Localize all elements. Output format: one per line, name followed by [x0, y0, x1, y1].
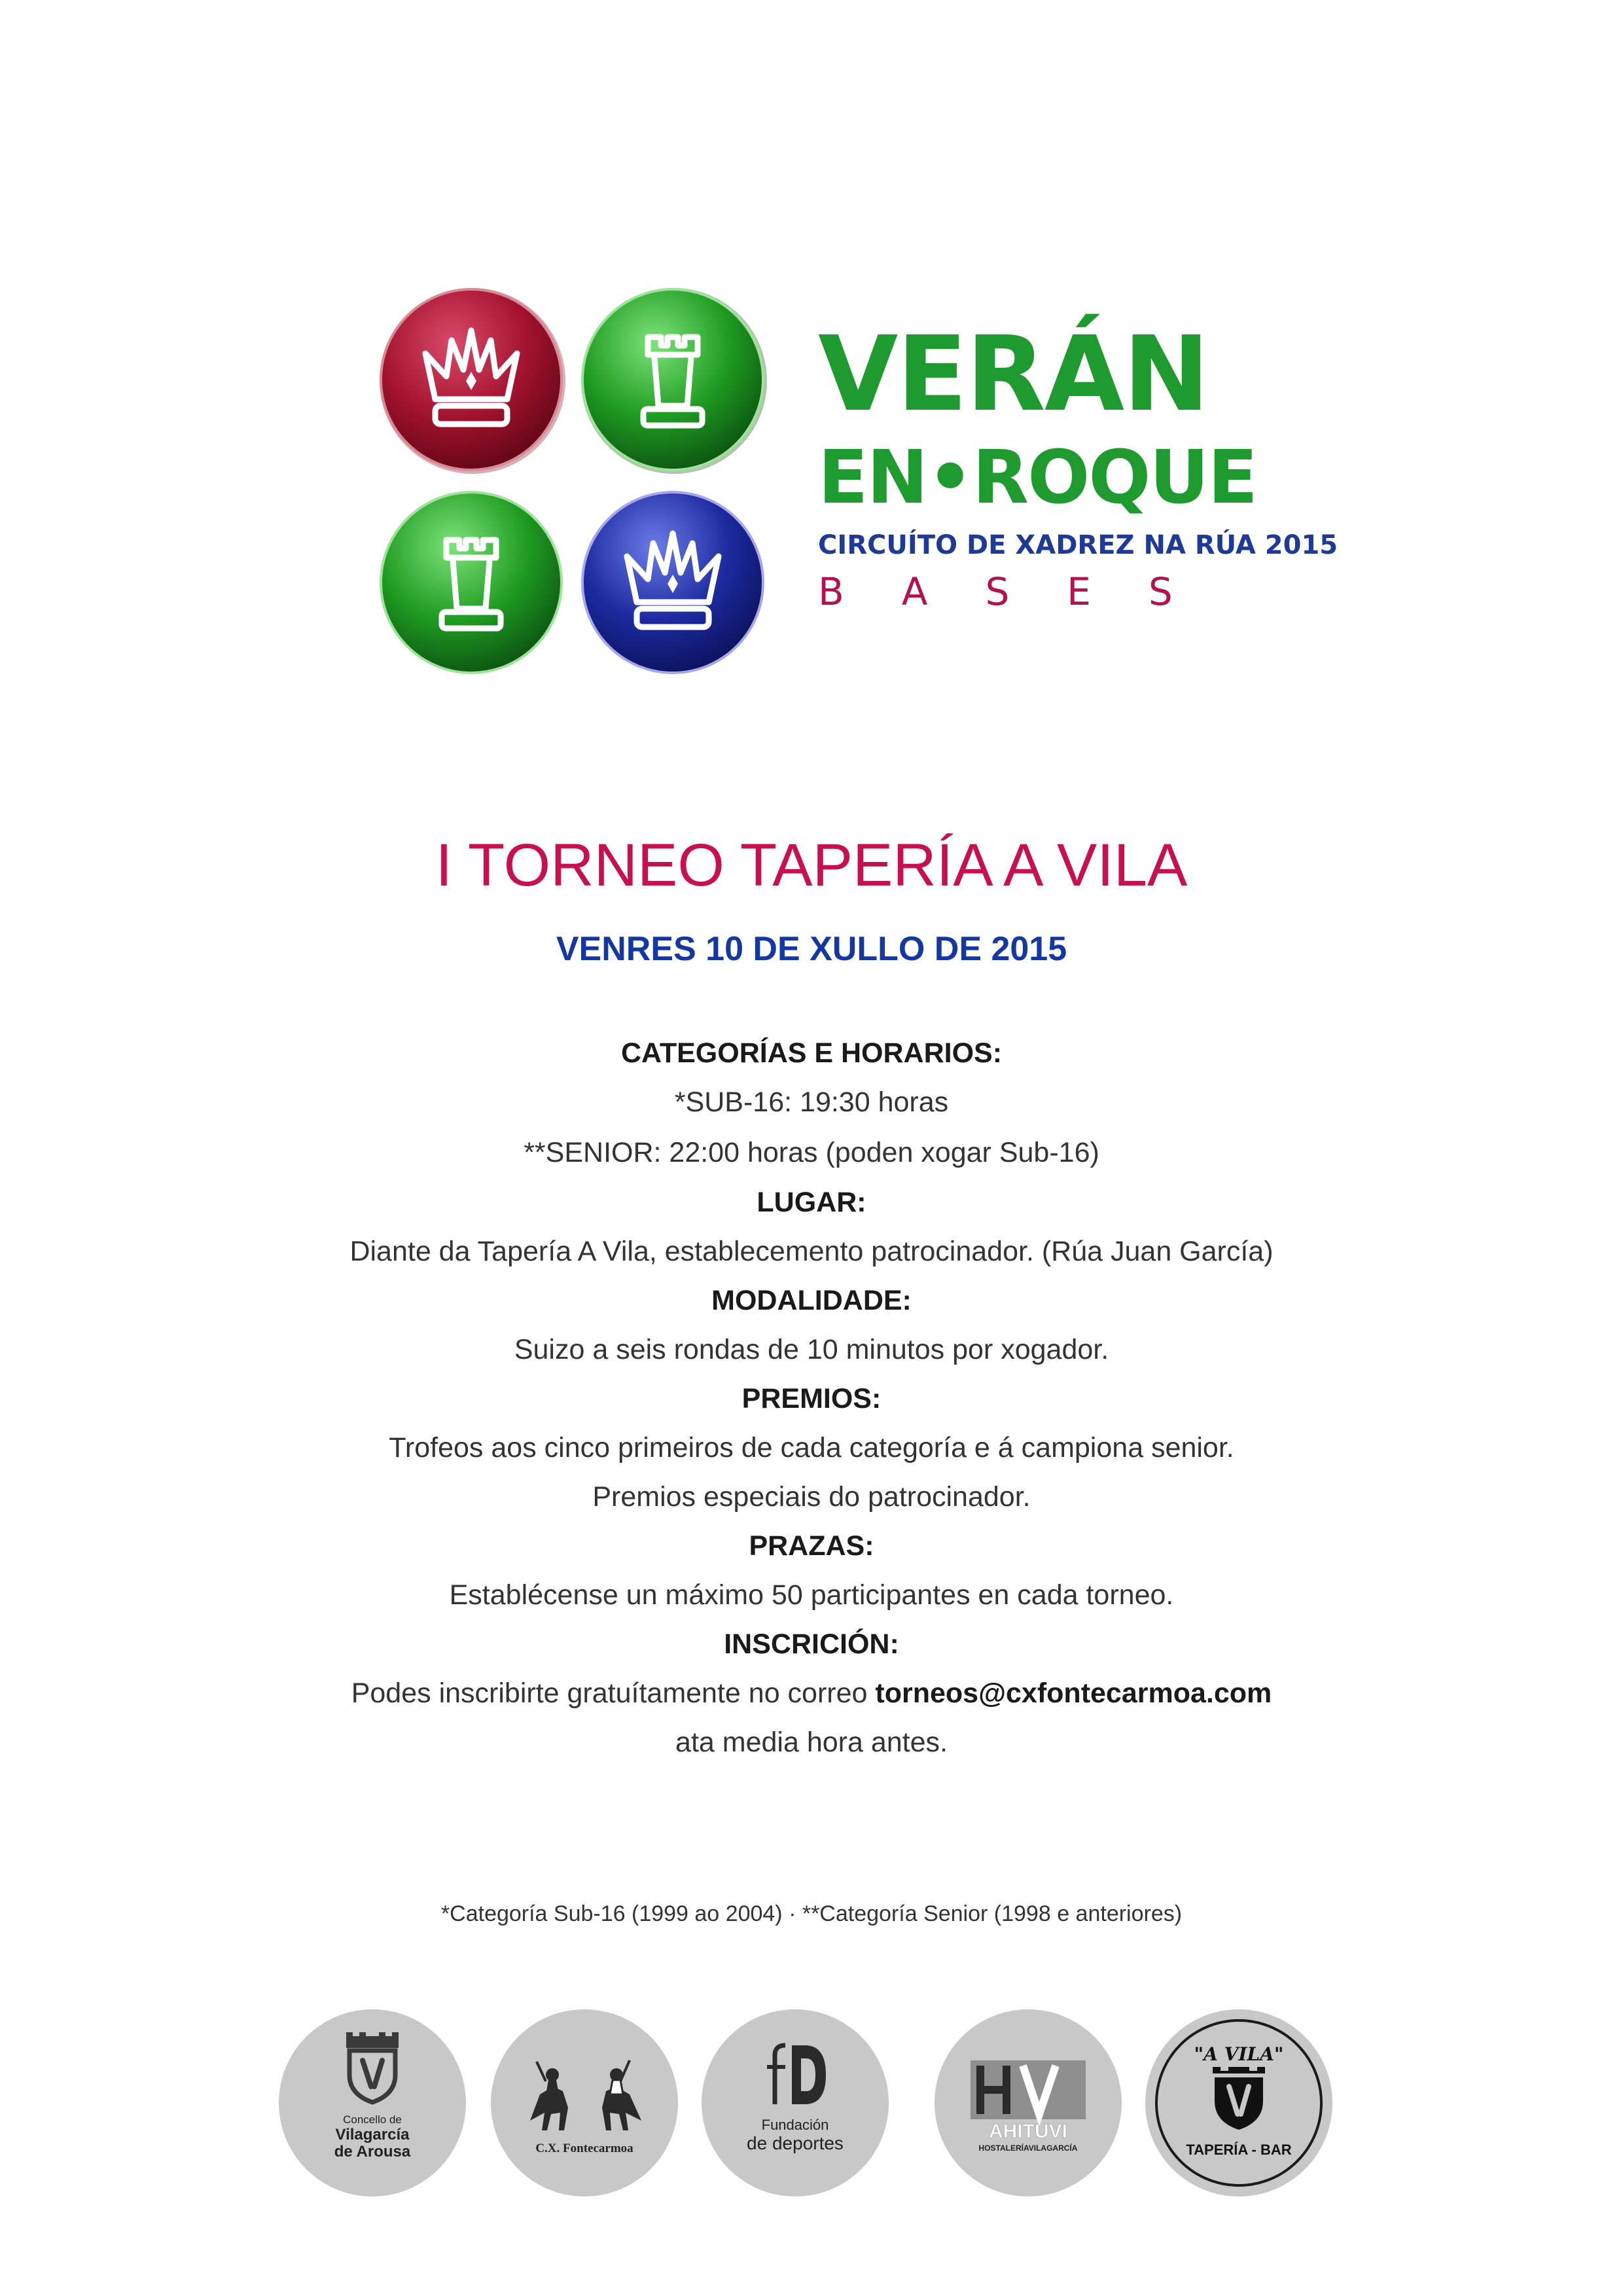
tower-shield-icon: [1213, 2067, 1265, 2130]
taperia-avila-logo: [1145, 2009, 1332, 2197]
taperia-label-top: "A VILA": [1194, 2043, 1284, 2065]
castle-shield-icon: [346, 2032, 399, 2102]
prizes-line-special: Premios especiais do patrocinador.: [592, 1481, 1031, 1513]
places-text: Establécense un máximo 50 participantes en cada torneo.: [449, 1579, 1174, 1611]
concello-logo: [279, 2009, 466, 2197]
places-heading: PRAZAS:: [749, 1530, 874, 1562]
place-heading: LUGAR:: [757, 1187, 866, 1218]
categories-heading: CATEGORÍAS E HORARIOS:: [620, 1037, 1003, 1069]
place-text: Diante da Tapería A Vila, establecemento patrocinador. (Rúa Juan García): [349, 1236, 1274, 1267]
categories-line-sub16: *SUB-16: 19:30 horas: [674, 1086, 949, 1118]
brand-title-veran: VERÁN: [818, 314, 1209, 435]
ahituvi-sublabel: HOSTALERÍAVILAGARCÍA: [978, 2144, 1078, 2153]
registration-deadline: ata media hora antes.: [675, 1727, 948, 1758]
concello-label-2: Vilagarcía: [335, 2126, 410, 2144]
concello-label-1: Concello de: [343, 2113, 402, 2126]
registration-heading: INSCRICIÓN:: [724, 1628, 899, 1660]
brand-title-en-roque: EN•ROQUE: [818, 435, 1257, 520]
brand-subtitle: CIRCUÍTO DE XADREZ NA RÚA 2015: [818, 530, 1338, 560]
rook-icon-green-bottom: [381, 492, 562, 673]
ahituvi-logo: [935, 2009, 1122, 2197]
categories-line-senior: **SENIOR: 22:00 horas (poden xogar Sub-16): [524, 1137, 1099, 1168]
registration-email-link[interactable]: torneos@cxfontecarmoa.com: [875, 1677, 1272, 1709]
rook-icon-green-top: [581, 288, 767, 474]
prizes-line-trophies: Trofeos aos cinco primeiros de cada categoría e á campiona senior.: [389, 1432, 1234, 1463]
taperia-label-bottom: TAPERÍA - BAR: [1186, 2142, 1292, 2158]
fd-monogram-icon: [767, 2045, 826, 2104]
concello-label-3: de Arousa: [334, 2143, 411, 2161]
crown-icon-red: [380, 288, 565, 474]
registration-text: Podes inscribirte gratuítamente no correo: [351, 1677, 868, 1709]
mode-heading: MODALIDADE:: [711, 1285, 912, 1316]
ahituvi-label: AHITUVI: [989, 2121, 1067, 2142]
cx-fontecarmoa-logo: [491, 2009, 678, 2197]
event-date: VENRES 10 DE XULLO DE 2015: [556, 930, 1067, 968]
mode-text: Suizo a seis rondas de 10 minutos por xogador.: [514, 1334, 1109, 1365]
footnote: *Categoría Sub-16 (1999 ao 2004) · **Categoría Senior (1998 e anteriores): [440, 1901, 1183, 1926]
event-title: I TORNEO TAPERÍA A VILA: [435, 832, 1188, 899]
fundacion-deportes-logo: [702, 2009, 889, 2197]
fundacion-label-1: Fundación: [761, 2117, 829, 2133]
cx-fontecarmoa-label: C.X. Fontecarmoa: [535, 2142, 633, 2155]
crown-icon-blue: [582, 492, 763, 673]
knights-icon: [530, 2060, 641, 2130]
prizes-heading: PREMIOS:: [741, 1383, 882, 1414]
hv-monogram-icon: [971, 2060, 1086, 2119]
registration-line: [0, 1677, 1623, 1710]
chess-emblem: [373, 281, 779, 687]
brand-bases: BASES: [818, 569, 1230, 614]
fundacion-label-2: de deportes: [747, 2133, 844, 2153]
